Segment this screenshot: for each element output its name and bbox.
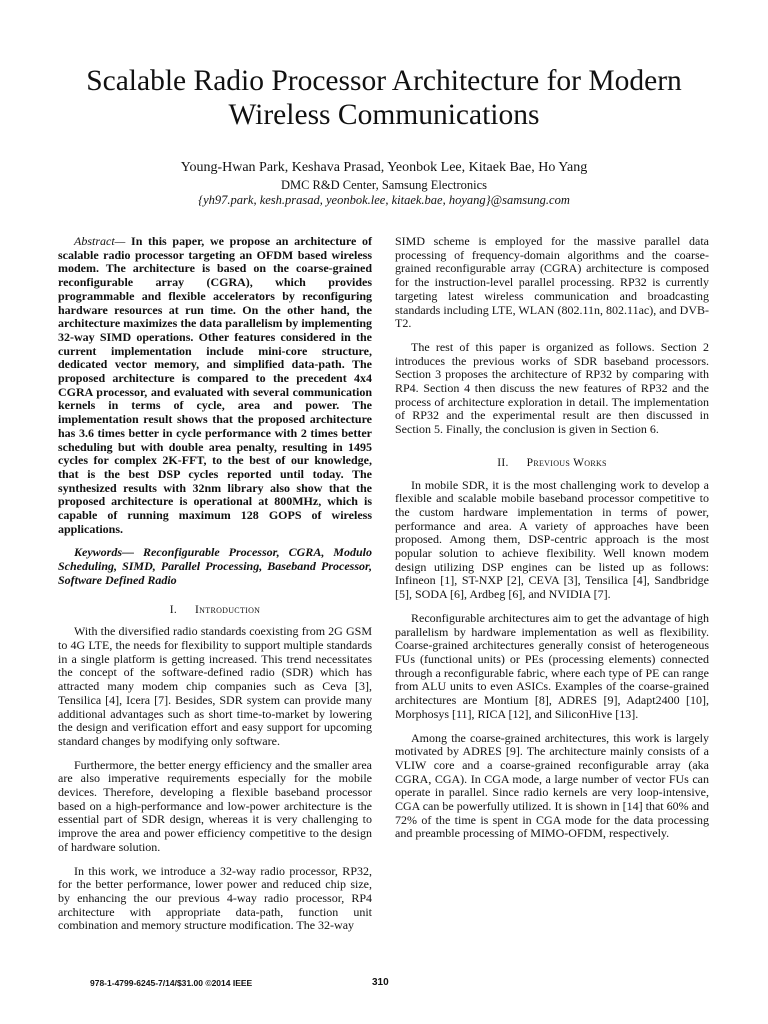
previous-works-paragraph: Reconfigurable architectures aim to get the advantage of high parallelism by hardware implementation as well as flexibility. Coarse-grained architectures generally consist of heterogeneous FUs (functional units) or PEs (processing elements) connected through a reconfigurable fabric, where each type of PE can range from ALU units to even ASICs. Examples of the coarse-grained architectures are Montium [8], ADRES [9], Adapt2400 [10], Morphosys [11], RICA [12], and SiliconHive [13]. bbox=[395, 610, 709, 721]
section-name: Introduction bbox=[195, 603, 261, 616]
intro-paragraph: In this work, we introduce a 32-way radio processor, RP32, for the better performance, lower power and reduced chip size, by enhancing the our previous 4-way radio processor, RP4 architecture with appropriate data-path, function unit combination and memory structure modification. The 32-way bbox=[58, 863, 372, 933]
section-number: I. bbox=[169, 603, 178, 616]
previous-works-paragraph: In mobile SDR, it is the most challenging work to develop a flexible and scalable mobile baseband processor competitive to the custom hardware implementation in terms of power, performance and area. A variety of approaches have been proposed. Among them, DSP-centric approach is the most popular solution to achieve flexibility. Well known modem design utilizing DSP engines can be listed up as follows: Infineon [1], ST-NXP [2], CEVA [3], Tensilica [4], Sandbridge [5], SODA [6], Ardbeg [6], and NVIDIA [7]. bbox=[395, 477, 709, 602]
affiliation: DMC R&D Center, Samsung Electronics bbox=[280, 178, 488, 192]
copyright-footer: 978-1-4799-6245-7/14/$31.00 ©2014 IEEE bbox=[90, 978, 253, 988]
intro-continued-paragraph: The rest of this paper is organized as follows. Section 2 introduces the previous works of SDR baseband processors. Section 3 proposes the architecture of RP32 by comparing with RP4. Section 4 then discuss the new features of RP32 and the process of architecture exploration in detail. The implementation of RP32 and the experimental result are then discussed in Section 5. Finally, the conclusion is given in Section 6. bbox=[395, 339, 709, 437]
paper-title: Scalable Radio Processor Architecture for Modern Wireless Communications bbox=[86, 65, 682, 131]
author-list: Young-Hwan Park, Keshava Prasad, Yeonbok Lee, Kitaek Bae, Ho Yang bbox=[180, 160, 588, 175]
abstract bbox=[58, 235, 372, 536]
previous-works-paragraph: Among the coarse-grained architectures, this work is largely motivated by ADRES [9]. The architecture mainly consists of a VLIW core and a coarse-grained reconfigurable array (aka CGRA, CGA). In CGA mode, a large number of vector FUs can operate in parallel. Since radio kernels are very loop-intensive, CGA can be powerfully utilized. It is shown in [14] that 60% and 72% of the time is spent in CGA mode for the data processing and preamble processing of MIMO-OFDM, respectively. bbox=[395, 730, 709, 841]
abstract-text: In this paper, we propose an architecture of scalable radio processor targeting an OFDM based wireless modem. The architecture is based on the coarse-grained reconfigurable array (CGRA), which provides programmable and flexible accelerators by reconfiguring hardware resources at run time. On the other hand, the architecture maximizes the data parallelism by implementing 32-way SIMD operations. Other features considered in the current implementation include mini-core structure, dedicated vector memory, and simplified data-path. The proposed architecture is compared to the precedent 4x4 CGRA processor, and evaluated with several communication kernels in terms of cycle, area and power. The implementation result shows that the proposed architecture has 3.6 times better in cycle performance with 2 times better scheduling but with double area penalty, resulting in 1495 cycles for complex 2K-FFT, to the best of our knowledge, that is the best DSP cycles reported until today. The synthesized results with 32nm library also show that the proposed architecture is operational at 800MHz, which is capable of running maximum 128 GOPS of wireless applications. bbox=[58, 234, 372, 536]
keywords bbox=[58, 546, 372, 587]
left-column bbox=[58, 235, 372, 943]
keywords-text: Reconfigurable Processor, CGRA, Modulo Scheduling, SIMD, Parallel Processing, Baseband Processor, Software Defined Radio bbox=[58, 545, 372, 587]
section-heading-previous-works bbox=[395, 457, 709, 471]
section-number: II. bbox=[497, 456, 509, 469]
intro-continued-paragraph: SIMD scheme is employed for the massive parallel data processing of frequency-domain algorithms and the coarse-grained reconfigurable array (CGRA) architecture is composed for the instruction-level parallel processing. RP32 is currently targeting latest wireless communication and broadcasting standards including LTE, WLAN (802.11n, 802.11ac), and DVB-T2. bbox=[395, 234, 709, 331]
abstract-label: Abstract— bbox=[74, 234, 126, 248]
right-column bbox=[395, 235, 709, 851]
intro-paragraph: Furthermore, the better energy efficiency and the smaller area are also imperative requirements especially for the mobile devices. Therefore, developing a flexible baseband processor based on a high-performance and low-power architecture is the essential part of SDR design, whereas it is very challenging to improve the area and power efficiency competitive to the design of hardware solution. bbox=[58, 757, 372, 854]
keywords-label: Keywords— bbox=[74, 545, 134, 560]
page-number: 310 bbox=[372, 977, 389, 988]
section-name: Previous Works bbox=[526, 456, 607, 469]
intro-paragraph: With the diversified radio standards coexisting from 2G GSM to 4G LTE, the needs for flexibility to support multiple standards in a single platform is getting increased. This trend necessitates the concept of the software-defined radio (SDR) which has attracted many modem chip companies such as Ceva [3], Tensilica [4], Icera [7]. Besides, SDR system can provide many additional advantages such as short time-to-market by lowering the design and verification effort and easy support for upcoming standard changes by modifying only software. bbox=[58, 624, 372, 748]
email-list: {yh97.park, kesh.prasad, yeonbok.lee, kitaek.bae, hoyang}@samsung.com bbox=[198, 193, 570, 207]
section-heading-introduction bbox=[58, 604, 372, 618]
